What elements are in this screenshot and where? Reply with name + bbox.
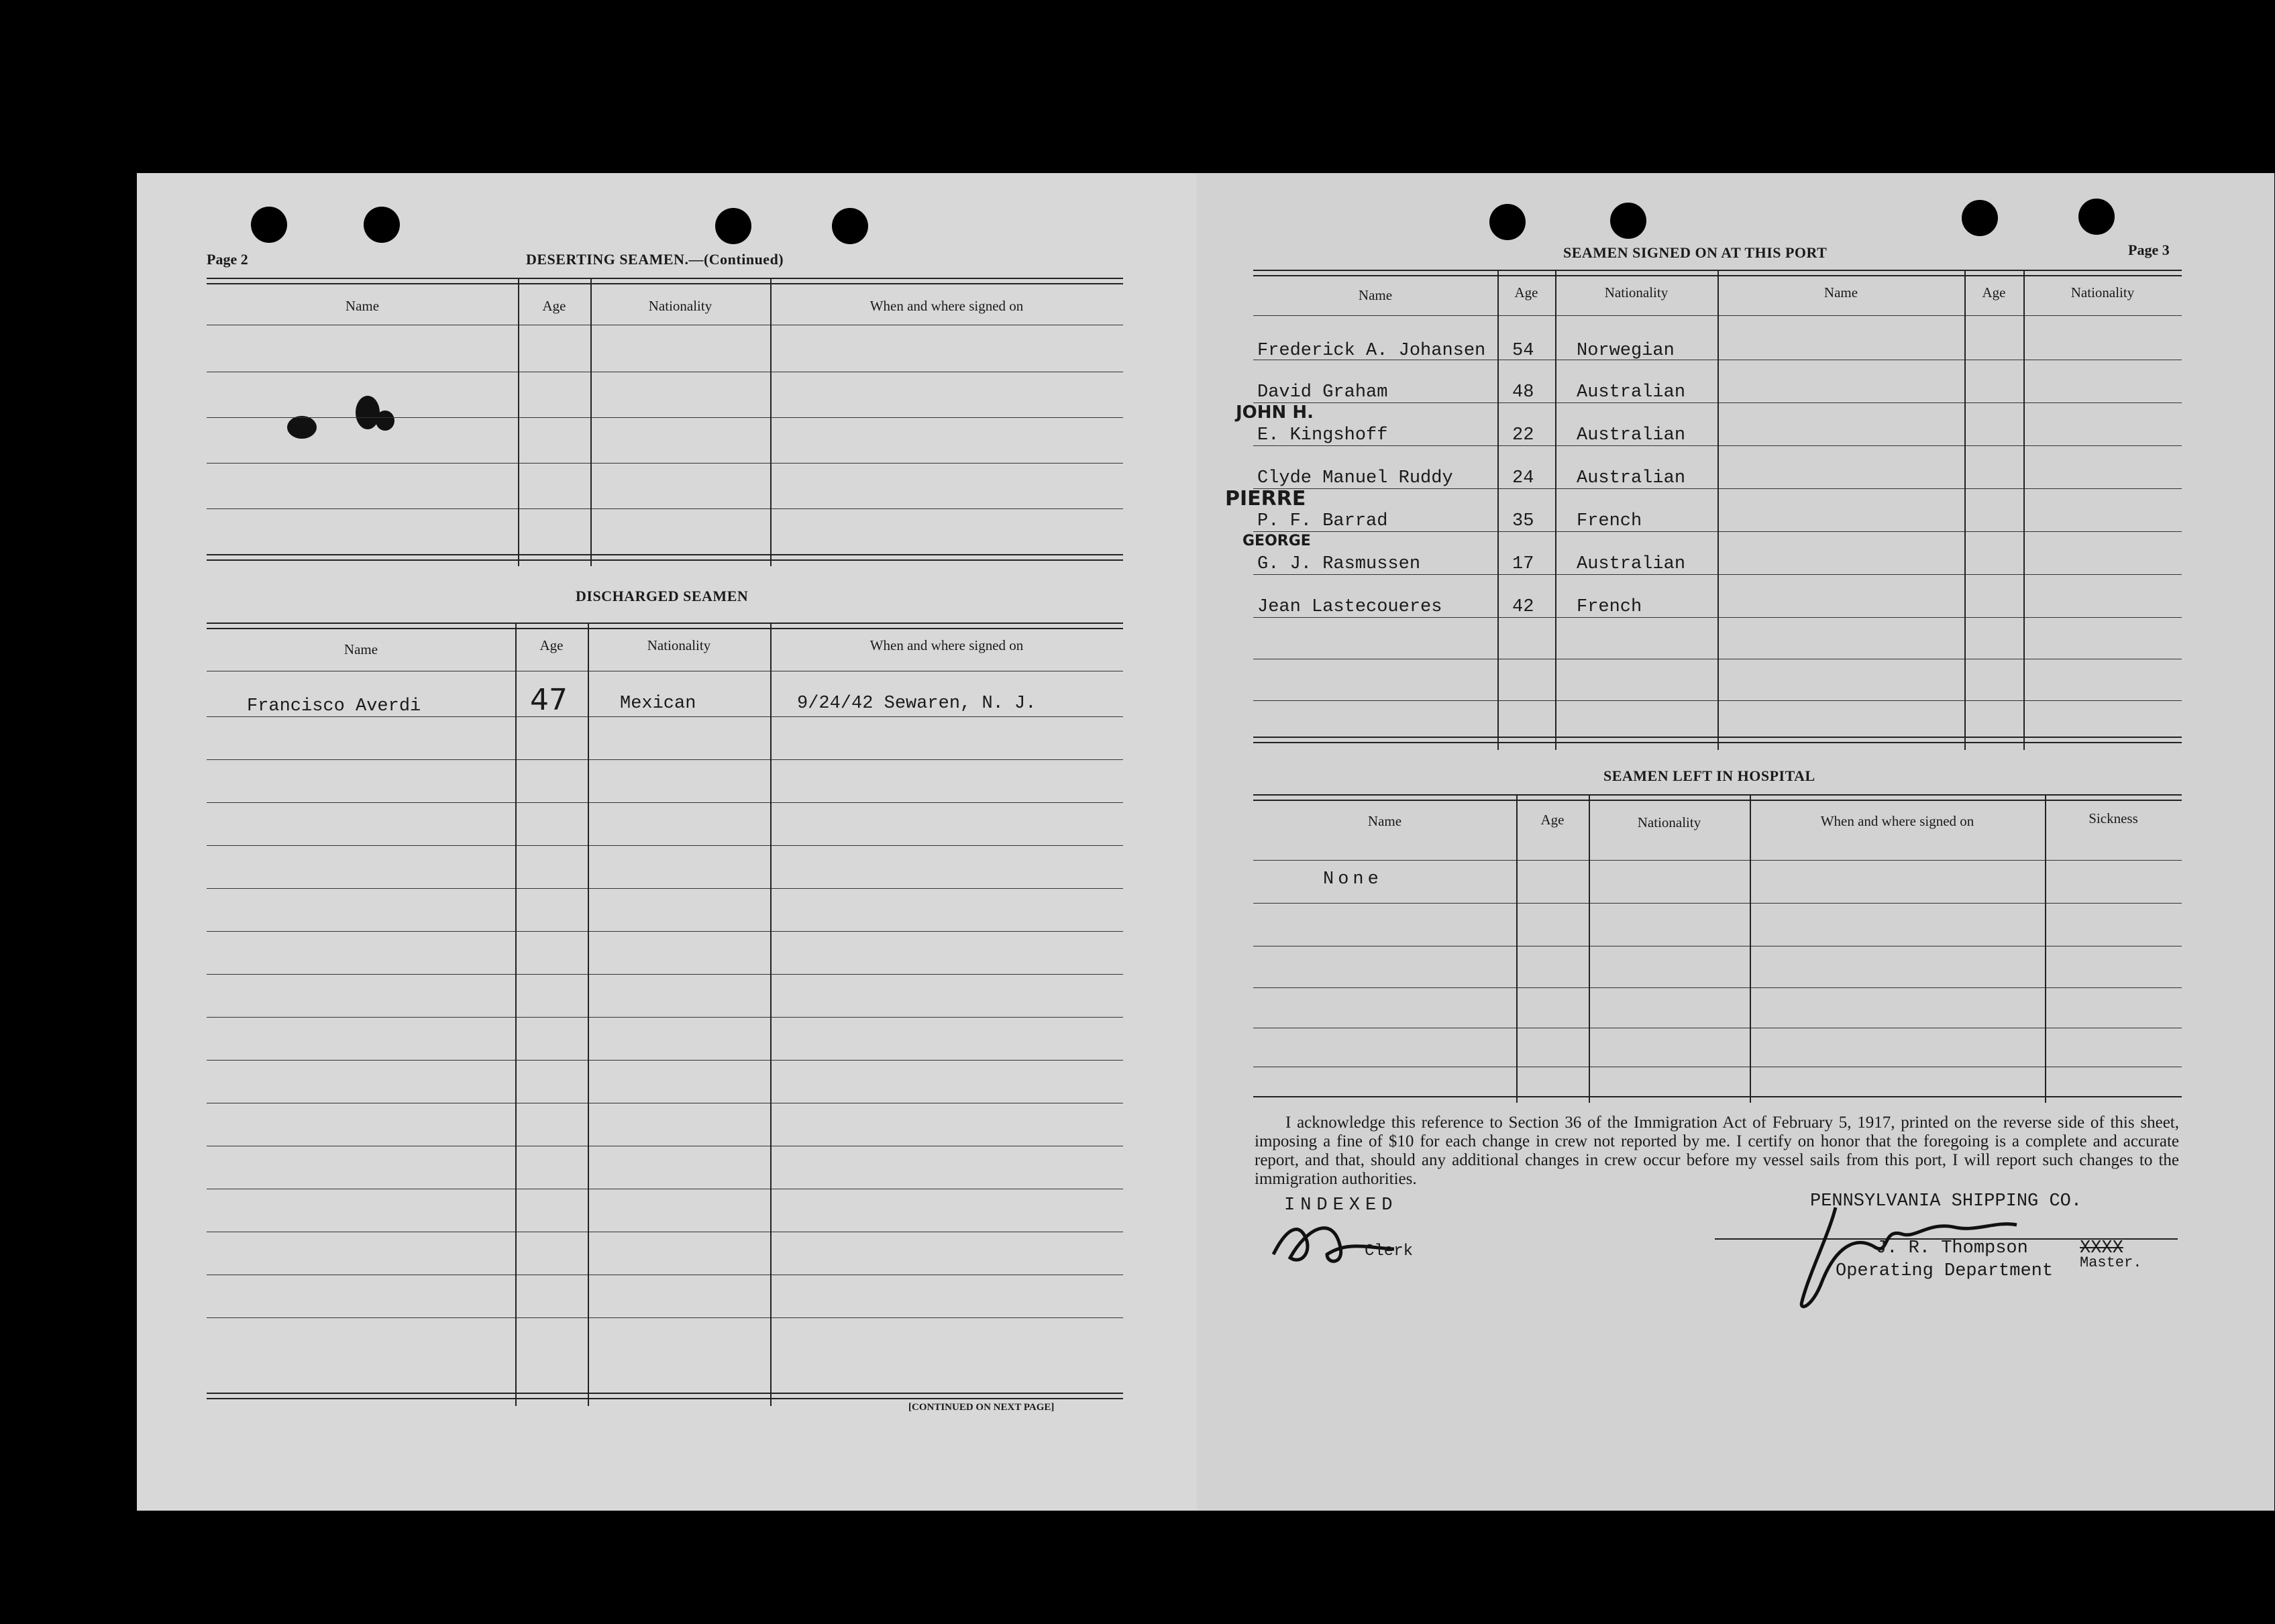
hospital-name: None bbox=[1323, 869, 1383, 889]
signed-on-title: SEAMEN SIGNED ON AT THIS PORT bbox=[1563, 244, 1828, 261]
seaman-age: 35 bbox=[1512, 511, 1534, 531]
discharged-title: DISCHARGED SEAMEN bbox=[576, 588, 749, 604]
hospital-table bbox=[1253, 794, 2182, 1103]
column-header: Name bbox=[343, 641, 378, 657]
punch-hole bbox=[251, 207, 287, 243]
seaman-name: E. Kingshoff bbox=[1257, 425, 1388, 445]
punch-hole bbox=[1489, 204, 1526, 240]
page-label: Page 3 bbox=[2128, 241, 2170, 258]
column-header: Name bbox=[1367, 813, 1402, 829]
punch-hole bbox=[715, 208, 751, 244]
column-header: Name bbox=[345, 298, 380, 314]
column-header: Nationality bbox=[648, 298, 712, 314]
seaman-age: 42 bbox=[1512, 597, 1534, 617]
column-header: Nationality bbox=[2070, 284, 2135, 301]
seaman-name: P. F. Barrad bbox=[1257, 511, 1388, 531]
punch-hole bbox=[2078, 199, 2115, 235]
seaman-name: David Graham bbox=[1257, 382, 1388, 402]
seaman-age: 22 bbox=[1512, 425, 1534, 445]
seaman-age: 48 bbox=[1512, 382, 1534, 402]
seaman-name: Clyde Manuel Ruddy bbox=[1257, 468, 1453, 488]
certification-text: I acknowledge this reference to Section 36 of the Immigration Act of February 5, 1917, printed on the reverse side of this sheet, imposing a fine of $10 for each change in crew not reported by me. I certify on honor that the foregoing is a complete and accurate report, and that, should any additional changes in crew occur before my vessel sails from this port, I will report such changes to the immigration authorities. bbox=[1255, 1114, 2179, 1188]
seaman-name: G. J. Rasmussen bbox=[1257, 554, 1421, 574]
punch-hole bbox=[364, 207, 400, 243]
clerk-label: Clerk bbox=[1365, 1242, 1414, 1260]
punch-hole bbox=[832, 208, 868, 244]
column-header: When and where signed on bbox=[869, 298, 1024, 314]
clerk-signature bbox=[1260, 1201, 1408, 1275]
seaman-age: 54 bbox=[1512, 341, 1534, 361]
column-header: When and where signed on bbox=[1820, 813, 1974, 829]
discharged-nationality: Mexican bbox=[620, 694, 696, 714]
column-header: Age bbox=[1514, 284, 1538, 301]
punch-hole bbox=[1962, 200, 1998, 236]
master-label: Master. bbox=[2080, 1254, 2142, 1271]
punch-hole bbox=[1610, 203, 1646, 239]
discharged-name: Francisco Averdi bbox=[247, 696, 421, 716]
column-header: Nationality bbox=[1637, 814, 1701, 830]
department-name: Operating Department bbox=[1836, 1261, 2054, 1281]
hospital-title: SEAMEN LEFT IN HOSPITAL bbox=[1603, 767, 1815, 784]
seaman-name: Frederick A. Johansen bbox=[1257, 341, 1486, 361]
seaman-age: 24 bbox=[1512, 468, 1534, 488]
column-header: Sickness bbox=[2088, 810, 2138, 826]
column-header: Name bbox=[1358, 287, 1393, 303]
seaman-age: 17 bbox=[1512, 554, 1534, 574]
seaman-nationality: Norwegian bbox=[1577, 341, 1675, 361]
discharged-signed-on: 9/24/42 Sewaren, N. J. bbox=[797, 694, 1037, 714]
column-header: Age bbox=[542, 298, 566, 314]
column-header: Name bbox=[1823, 284, 1858, 301]
discharged-table bbox=[207, 622, 1123, 1406]
seaman-nationality: Australian bbox=[1577, 554, 1686, 574]
handwritten-annotation: PIERRE bbox=[1225, 487, 1306, 510]
column-header: Age bbox=[539, 637, 564, 653]
deserting-title: DESERTING SEAMEN.—(Continued) bbox=[526, 251, 784, 268]
seaman-nationality: Australian bbox=[1577, 468, 1686, 488]
signer-name: J. R. Thompson bbox=[1876, 1238, 2028, 1258]
seaman-nationality: Australian bbox=[1577, 425, 1686, 445]
discharged-age: 47 bbox=[530, 683, 568, 717]
column-header: Age bbox=[1982, 284, 2006, 301]
column-header: Nationality bbox=[1604, 284, 1669, 301]
deserting-table bbox=[207, 278, 1123, 566]
seaman-nationality: Australian bbox=[1577, 382, 1686, 402]
indexed-stamp: INDEXED bbox=[1284, 1195, 1398, 1215]
struck-text: XXXX bbox=[2080, 1238, 2123, 1258]
seaman-name: Jean Lastecoueres bbox=[1257, 597, 1442, 617]
page-label: Page 2 bbox=[207, 251, 248, 268]
column-header: When and where signed on bbox=[869, 637, 1024, 653]
continued-note: [CONTINUED ON NEXT PAGE] bbox=[908, 1402, 1055, 1413]
company-name: PENNSYLVANIA SHIPPING CO. bbox=[1810, 1191, 2082, 1211]
handwritten-annotation: GEORGE bbox=[1242, 533, 1311, 549]
seaman-nationality: French bbox=[1577, 511, 1642, 531]
column-header: Nationality bbox=[647, 637, 711, 653]
column-header: Age bbox=[1540, 812, 1565, 828]
handwritten-annotation: JOHN H. bbox=[1236, 402, 1314, 423]
seaman-nationality: French bbox=[1577, 597, 1642, 617]
